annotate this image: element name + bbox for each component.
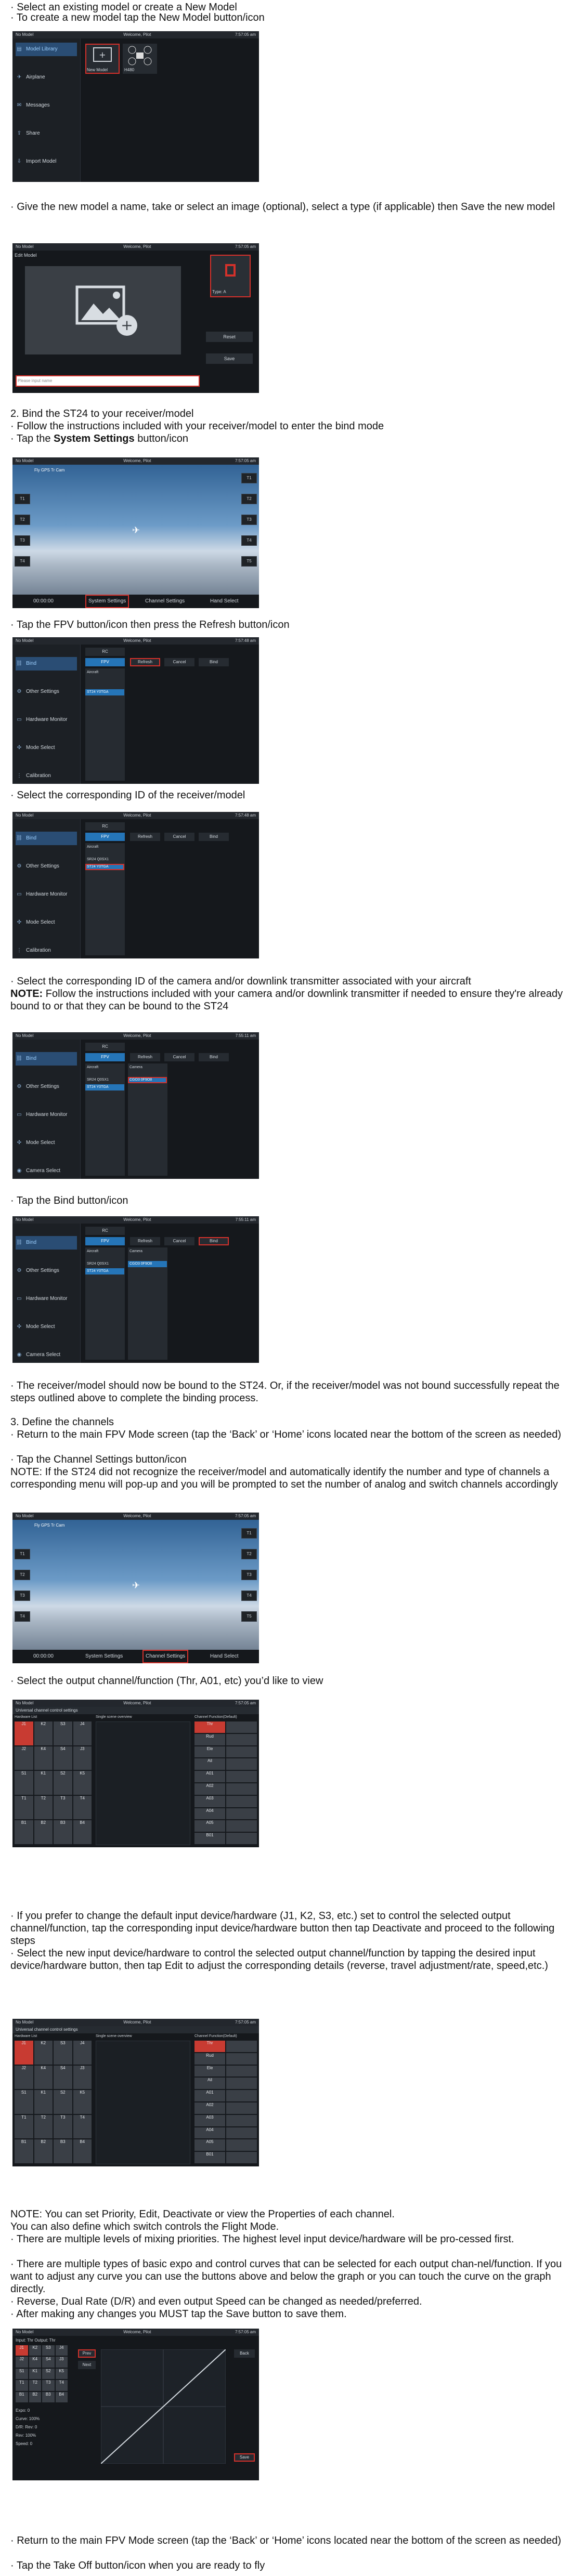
input-grid (16, 2345, 68, 2402)
menu-share[interactable]: ⇪ Share (16, 127, 77, 140)
bind-button[interactable]: Bind (199, 1237, 229, 1245)
menu-mode-select[interactable]: ✣ Mode Select (16, 1320, 77, 1334)
channel-preview (96, 1721, 190, 1845)
step-select-receiver: · Select the corresponding ID of the receiver/model (10, 790, 245, 801)
menu-camera-select[interactable]: ◉ Camera Select (16, 1164, 77, 1178)
input-device-button[interactable]: T3 (54, 2115, 72, 2139)
section-channels-title: 3. Define the channels (10, 1416, 114, 1428)
hand-select-button[interactable]: Hand Select (210, 1653, 239, 1659)
input-device-button[interactable]: K4 (34, 1746, 53, 1770)
trim-button-5[interactable]: T5 (241, 1611, 257, 1622)
left-button-1[interactable]: T1 (15, 1549, 30, 1559)
image-add-icon (25, 266, 181, 354)
menu-hardware-monitor[interactable]: ▭ Hardware Monitor (16, 713, 77, 727)
screenshot-channel-grid: No Model Welcome, Pilot 7:57:05 am Universal channel control settings Hardware List J1 K2 S3 J4 J2 K4 S4 J3 S1 K1 S2 K5 T1 T2 T3 T4 B1 B2 B3 B4 Single scene overview Channel Function(Default) Thr Rud Ele Ail A01 A02 A03 A04 A05 B01 (12, 1700, 259, 1847)
input-device-button[interactable]: J1 (15, 2041, 33, 2065)
monitor-icon: ▭ (17, 1296, 22, 1302)
tab-fpv[interactable]: FPV (85, 1053, 125, 1061)
channel-function (226, 2127, 257, 2139)
screenshot-fpv-system (12, 457, 259, 608)
input-device-button[interactable]: S1 (15, 2090, 33, 2114)
input-device-button[interactable]: K5 (56, 2369, 68, 2379)
menu-model-library[interactable]: ▤ Model Library (16, 43, 77, 56)
channel-button[interactable]: A02 (194, 1783, 225, 1795)
left-button-4[interactable]: T4 (15, 556, 30, 567)
status-bar (12, 31, 259, 38)
input-device-button[interactable]: S2 (42, 2369, 55, 2379)
gear-icon: ⚙ (17, 689, 22, 694)
gear-icon: ⚙ (17, 863, 22, 869)
cancel-button[interactable]: Cancel (164, 658, 194, 666)
screenshot-fpv-channel: No Model Welcome, Pilot 7:57:05 am Fly GPS Tr Cam ✈ T1 T2 T3 T4 T5 T1 T2 T3 T4 00:00:00 System Settings Channel Settings Hand Select (12, 1513, 259, 1663)
step-select-model: · Select an existing model or create a New Model (10, 2, 237, 13)
input-device-button[interactable]: B1 (15, 2139, 33, 2163)
channel-function (226, 2041, 257, 2052)
input-device-button[interactable]: T3 (54, 1796, 72, 1820)
model-name-input[interactable]: Please input name (16, 375, 200, 387)
curve-params: Expo: 0 Curve: 100% D/R: Rev: 0 Rev: 100% Speed: 0 (16, 2408, 40, 2446)
step-curves: · There are multiple types of basic expo and control curves that can be selected for each output chan-nel/function. If you want to adjust any curve you can use the buttons above and below the graph or you can touch the curve on the graph directly. (10, 2258, 562, 2295)
cancel-button[interactable]: Cancel (164, 1237, 194, 1245)
link-icon: ⛓ (16, 1240, 23, 1245)
aircraft-type-icon (210, 255, 251, 286)
model-tile[interactable]: H480 (123, 44, 157, 74)
menu-bind[interactable]: ⛓ Bind (16, 1052, 77, 1066)
status-bar: No Model Welcome, Pilot 7:57:05 am (12, 457, 259, 465)
input-device-button[interactable]: B3 (42, 2392, 55, 2402)
bind-button[interactable]: Bind (199, 1053, 229, 1061)
input-device-button[interactable]: K4 (34, 2066, 53, 2089)
channel-function (226, 2139, 257, 2151)
left-button-1[interactable]: T1 (15, 494, 30, 504)
screenshot-edit-model (12, 243, 259, 393)
refresh-button[interactable]: Refresh (130, 1053, 160, 1061)
input-device-button[interactable]: T3 (42, 2380, 55, 2390)
channel-function (226, 1771, 257, 1782)
channel-button[interactable]: A03 (194, 1796, 225, 1807)
input-device-button[interactable]: B1 (16, 2392, 28, 2402)
system-settings-button[interactable]: System Settings (85, 595, 129, 608)
input-device-button[interactable]: B3 (54, 1820, 72, 1844)
new-model-icon (85, 44, 120, 67)
trim-button-3[interactable]: T3 (241, 515, 257, 525)
trim-button-1[interactable]: T1 (241, 473, 257, 483)
hardware-grid (15, 1721, 92, 1844)
input-device-button[interactable]: J4 (56, 2345, 68, 2356)
note-flight-mode: You can also define which switch controls the Flight Mode. (10, 2221, 279, 2232)
cancel-button[interactable]: Cancel (164, 833, 194, 841)
menu-airplane[interactable]: ✈ Airplane (16, 71, 77, 84)
receiver-id[interactable]: ST24 Y0TGA (85, 864, 124, 870)
reset-button[interactable]: Reset (206, 332, 253, 342)
camera-icon: ◉ (17, 1352, 22, 1358)
channel-button[interactable]: Ail (194, 1758, 225, 1770)
input-device-button[interactable]: B1 (15, 1820, 33, 1844)
input-device-button[interactable]: S4 (54, 1746, 72, 1770)
channel-button[interactable]: Thr (194, 2041, 225, 2052)
link-icon: ⛓ (16, 661, 23, 666)
input-device-button[interactable]: T4 (73, 1796, 92, 1820)
menu-mode-select[interactable]: ✣ Mode Select (16, 1136, 77, 1150)
input-device-button[interactable]: S3 (42, 2345, 55, 2356)
input-device-button[interactable]: B4 (73, 1820, 92, 1844)
menu-bind[interactable]: ⛓ Bind (16, 832, 77, 845)
channel-settings-button[interactable]: Channel Settings (142, 1650, 188, 1663)
channel-function (226, 1808, 257, 1820)
channel-function (226, 1746, 257, 1758)
flight-timer: 00:00:00 (33, 1653, 54, 1659)
input-device-button[interactable]: J4 (73, 1721, 92, 1745)
model-menu (12, 38, 81, 182)
channel-function (226, 1833, 257, 1844)
refresh-button[interactable]: Refresh (130, 833, 160, 841)
input-device-button[interactable]: B2 (34, 1820, 53, 1844)
status-welcome: Welcome, Pilot (123, 32, 151, 37)
channel-preview (96, 2041, 190, 2164)
channel-button[interactable]: Thr (194, 1721, 225, 1733)
screenshot-tap-bind: No Model Welcome, Pilot 7:55:11 am ⛓ Bind ⚙ Other Settings ▭ Hardware Monitor ✣ Mode Select ◉ Camera Select RC FPV Refresh Cancel Bind Aircraft SR24 Q0SX1 ST24 Y0TGA Camera CGO3 0F9O8 (12, 1216, 259, 1363)
menu-mode-select[interactable]: ✣ Mode Select (16, 916, 77, 929)
system-settings-button[interactable]: System Settings (85, 1653, 123, 1659)
channel-function (226, 1783, 257, 1795)
share-icon: ⇪ (17, 130, 22, 136)
channel-function (226, 1820, 257, 1832)
menu-bind[interactable]: ⛓ Bind (16, 1236, 77, 1250)
mode-icon: ✣ (17, 919, 22, 925)
step-return-main: · Return to the main FPV Mode screen (tap the ‘Back’ or ‘Home’ icons located near the bottom of the screen as needed) (10, 2535, 562, 2546)
status-time: 7:57:05 am (235, 32, 256, 37)
channel-function (226, 2053, 257, 2065)
channel-function (226, 1758, 257, 1770)
input-device-button[interactable]: B2 (29, 2392, 42, 2402)
channel-button[interactable]: A04 (194, 1808, 225, 1820)
channel-function (226, 2066, 257, 2077)
input-device-button[interactable]: T1 (15, 1796, 33, 1820)
channel-button[interactable]: A02 (194, 2102, 225, 2114)
refresh-button[interactable]: Refresh (130, 1237, 160, 1245)
calibration-icon: ⋮ (17, 773, 22, 779)
step-tap-bind: · Tap the Bind button/icon (10, 1195, 128, 1206)
left-button-4[interactable]: T4 (15, 1611, 30, 1622)
menu-other-settings[interactable]: ⚙ Other Settings (16, 685, 77, 699)
input-device-button[interactable]: S4 (42, 2357, 55, 2367)
menu-messages[interactable]: ✉ Messages (16, 99, 77, 112)
channel-button[interactable]: A05 (194, 2139, 225, 2151)
channel-button[interactable]: A03 (194, 2115, 225, 2126)
camera-icon: ◉ (17, 1168, 22, 1174)
channel-button[interactable]: Ail (194, 2078, 225, 2089)
aircraft-list: Aircraft ST24 Y0TGA (85, 668, 125, 781)
input-device-button[interactable]: J3 (73, 2066, 92, 2089)
gear-icon: ⚙ (17, 1268, 22, 1273)
menu-hardware-monitor[interactable]: ▭ Hardware Monitor (16, 888, 77, 901)
curve-header: Input: Thr Output: Thr (16, 2338, 56, 2343)
new-model-button[interactable]: + New Model (85, 44, 120, 74)
step-edit-input: · Select the new input device/hardware to control the selected output channel/function by tapping the desired input device/hardware button, then tap Edit to adjust the corresponding details (reverse, travel adjustment/rate, speed,etc.) (10, 1948, 548, 1972)
note-priority: NOTE: You can set Priority, Edit, Deactivate or view the Properties of each channel. (10, 2209, 395, 2220)
tab-fpv[interactable]: FPV (85, 833, 125, 841)
hand-select-button[interactable]: Hand Select (210, 598, 239, 604)
channel-function (226, 1721, 257, 1733)
tab-fpv[interactable]: FPV (85, 1237, 125, 1245)
trim-button-4[interactable]: T4 (241, 535, 257, 546)
bind-button[interactable]: Bind (199, 833, 229, 841)
input-device-button[interactable]: K1 (34, 1771, 53, 1795)
input-device-button[interactable]: T1 (15, 2115, 33, 2139)
menu-other-settings[interactable]: ⚙ Other Settings (16, 1080, 77, 1094)
step-select-camera: · Select the corresponding ID of the camera and/or downlink transmitter associated with your aircraft (10, 976, 471, 987)
input-device-button[interactable]: S3 (54, 1721, 72, 1745)
screenshot-channel-edit: No Model Welcome, Pilot 7:57:05 am Universal channel control settings Hardware List J1 K2 S3 J4 J2 K4 S4 J3 S1 K1 S2 K5 T1 T2 T3 T4 B1 B2 B3 B4 Single scene overview Channel Function(Default) Thr Rud Ele Ail A01 A02 A03 A04 A05 B01 (12, 2019, 259, 2166)
screenshot-curve-editor: No Model Welcome, Pilot 7:57:05 am Input: Thr Output: Thr J1 K2 S3 J4 J2 K4 S4 J3 S1 K1 S2 K5 T1 T2 T3 T4 B1 B2 B3 B4 Expo: 0 Curve: 100% D/R: Rev: 0 Rev: 100% Speed: 0 Prev Next Back Save (12, 2329, 259, 2480)
step-fpv-refresh: · Tap the FPV button/icon then press the Refresh button/icon (10, 619, 290, 630)
link-icon: ⛓ (16, 835, 23, 841)
menu-calibration[interactable]: ⋮ Calibration (16, 944, 77, 957)
step-mixing-priority: · There are multiple levels of mixing priorities. The highest level input device/hardware will be pro-cessed first. (10, 2233, 514, 2245)
type-selector[interactable]: Type: A (210, 255, 251, 297)
prev-button[interactable]: Prev (78, 2349, 96, 2358)
tab-rc[interactable]: RC (85, 648, 125, 656)
channel-list (194, 2041, 257, 2163)
input-device-button[interactable]: K2 (29, 2345, 42, 2356)
screenshot-select-camera: No Model Welcome, Pilot 7:55:11 am ⛓ Bind ⚙ Other Settings ▭ Hardware Monitor ✣ Mode Select ◉ Camera Select RC FPV Refresh Cancel Bind Aircraft SR24 Q0SX1 ST24 Y0TGA Camera CGO3 0F9O8 (12, 1032, 259, 1179)
menu-hardware-monitor[interactable]: ▭ Hardware Monitor (16, 1292, 77, 1306)
hardware-grid (15, 2041, 92, 2163)
save-button[interactable]: Save (206, 353, 253, 364)
input-device-button[interactable]: T1 (16, 2380, 28, 2390)
input-device-button[interactable]: J3 (56, 2357, 68, 2367)
section-bind-title: 2. Bind the ST24 to your receiver/model (10, 408, 194, 419)
channel-function (226, 2102, 257, 2114)
input-device-button[interactable]: J2 (15, 1746, 33, 1770)
note-channels: NOTE: If the ST24 did not recognize the receiver/model and automatically identify the number and type of channels a corresponding menu will pop-up and you will be prompted to set the number of analog and switch channels accordingly (10, 1466, 558, 1490)
left-button-2[interactable]: T2 (15, 1570, 30, 1580)
input-device-button[interactable]: J1 (15, 1721, 33, 1745)
status-model: No Model (16, 32, 34, 37)
menu-calibration[interactable]: ⋮ Calibration (16, 769, 77, 783)
channel-button[interactable]: Rud (194, 2053, 225, 2065)
step-reverse-dr: · Reverse, Dual Rate (D/R) and even output Speed can be changed as needed/preferred. (10, 2296, 422, 2307)
step-take-off: · Tap the Take Off button/icon when you are ready to fly (10, 2560, 265, 2571)
input-device-button[interactable]: J2 (15, 2066, 33, 2089)
step-save-changes: · After making any changes you MUST tap the Save button to save them. (10, 2308, 347, 2320)
mode-icon: ✣ (17, 1324, 22, 1330)
input-device-button[interactable]: S1 (16, 2369, 28, 2379)
step-new-model: · To create a new model tap the New Model button/icon (10, 12, 265, 23)
library-icon: ▤ (17, 46, 22, 52)
input-device-button[interactable]: K1 (29, 2369, 42, 2379)
menu-camera-select[interactable]: ◉ Camera Select (16, 1348, 77, 1362)
input-device-button[interactable]: B2 (34, 2139, 53, 2163)
tab-rc[interactable]: RC (85, 822, 125, 831)
input-device-button[interactable]: S2 (54, 1771, 72, 1795)
input-device-button[interactable]: T2 (29, 2380, 42, 2390)
input-device-button[interactable]: K2 (34, 2041, 53, 2065)
mode-icon: ✣ (17, 745, 22, 751)
menu-other-settings[interactable]: ⚙ Other Settings (16, 1264, 77, 1278)
input-device-button[interactable]: B3 (54, 2139, 72, 2163)
input-device-button[interactable]: T2 (34, 1796, 53, 1820)
curve-graph[interactable] (101, 2349, 226, 2464)
step-select-output: · Select the output channel/function (Thr, A01, etc) you’d like to view (10, 1675, 323, 1687)
calibration-icon: ⋮ (17, 948, 22, 953)
refresh-button[interactable]: Refresh (130, 658, 160, 666)
input-device-button[interactable]: B4 (56, 2392, 68, 2402)
tab-rc[interactable]: RC (85, 1227, 125, 1235)
fpv-bottom-bar (12, 595, 259, 608)
channel-list (194, 1721, 257, 1844)
monitor-icon: ▭ (17, 717, 22, 722)
telemetry-flags: Fly GPS Tr Cam (34, 468, 65, 472)
channel-title: Universal channel control settings (12, 1707, 259, 1714)
aircraft-id[interactable]: ST24 Y0TGA (85, 689, 124, 695)
bind-button[interactable]: Bind (199, 658, 229, 666)
input-device-button[interactable]: B4 (73, 2139, 92, 2163)
screenshot-bind-refresh: No Model Welcome, Pilot 7:57:48 am ⛓ Bind ⚙ Other Settings ▭ Hardware Monitor ✣ Mode Select ⋮ Calibration RC FPV Refresh Cancel Bind Aircraft ST24 Y0TGA (12, 637, 259, 784)
menu-bind[interactable]: ⛓ Bind (16, 657, 77, 671)
step-enter-bind: · Follow the instructions included with your receiver/model to enter the bind mode (10, 420, 384, 432)
svg-text:+: + (121, 317, 133, 334)
trim-button-2[interactable]: T2 (241, 494, 257, 504)
channel-button[interactable]: B01 (194, 1833, 225, 1844)
cancel-button[interactable]: Cancel (164, 1053, 194, 1061)
input-device-button[interactable]: J3 (73, 1746, 92, 1770)
screenshot-select-receiver: No Model Welcome, Pilot 7:57:48 am ⛓ Bind ⚙ Other Settings ▭ Hardware Monitor ✣ Mode Select ⋮ Calibration RC FPV Refresh Cancel Bind Aircraft SR24 Q0SX1 ST24 Y0TGA (12, 812, 259, 958)
step-name-model: · Give the new model a name, take or select an image (optional), select a type (if applicable) then Save the new model (10, 201, 555, 213)
input-device-button[interactable]: K1 (34, 2090, 53, 2114)
input-device-button[interactable]: J4 (73, 2041, 92, 2065)
channel-button[interactable]: Ele (194, 1746, 225, 1758)
import-icon: ⇩ (17, 159, 22, 164)
edit-model-title: Edit Model (15, 253, 37, 258)
left-button-2[interactable]: T2 (15, 515, 30, 525)
monitor-icon: ▭ (17, 891, 22, 897)
trim-button-5[interactable]: T5 (241, 556, 257, 567)
input-device-button[interactable]: T2 (34, 2115, 53, 2139)
status-bar: No Model Welcome, Pilot 7:57:05 am (12, 243, 259, 251)
input-device-button[interactable]: K5 (73, 1771, 92, 1795)
crosshair-icon: ✈ (132, 525, 140, 535)
telemetry-flags: Fly GPS Tr Cam (34, 1523, 65, 1528)
channel-button[interactable]: A05 (194, 1820, 225, 1832)
channel-function (226, 2078, 257, 2089)
image-picker[interactable] (25, 266, 181, 354)
left-button-3[interactable]: T3 (15, 1591, 30, 1601)
input-device-button[interactable]: K4 (29, 2357, 42, 2367)
svg-text:+: + (99, 50, 106, 60)
flight-timer: 00:00:00 (33, 598, 54, 604)
channel-settings-button[interactable]: Channel Settings (145, 598, 185, 604)
channel-button[interactable]: Rud (194, 1734, 225, 1745)
menu-mode-select[interactable]: ✣ Mode Select (16, 741, 77, 755)
mode-icon: ✣ (17, 1140, 22, 1146)
input-device-button[interactable]: J1 (16, 2345, 28, 2356)
input-device-button[interactable]: S1 (15, 1771, 33, 1795)
input-device-button[interactable]: J2 (16, 2357, 28, 2367)
note-camera: NOTE: Follow the instructions included with your camera and/or downlink transmitter if needed to ensure they're already bound to or that they can be bound to the ST24 (10, 988, 563, 1012)
channel-button[interactable]: A04 (194, 2127, 225, 2139)
trim-button-2[interactable]: T2 (241, 1549, 257, 1559)
tab-fpv[interactable]: FPV (85, 658, 125, 666)
menu-import[interactable]: ⇩ Import Model (16, 155, 77, 168)
save-curve-button[interactable]: Save (234, 2453, 255, 2462)
step-channel-settings: · Tap the Channel Settings button/icon (10, 1454, 187, 1465)
camera-id[interactable]: CGO3 0F9O8 (128, 1077, 167, 1083)
channel-function (226, 1734, 257, 1745)
channel-function (226, 2090, 257, 2101)
input-device-button[interactable]: K2 (34, 1721, 53, 1745)
airplane-icon: ✈ (17, 74, 22, 80)
channel-button[interactable]: B01 (194, 2152, 225, 2163)
input-device-button[interactable]: S3 (54, 2041, 72, 2065)
back-button[interactable]: Back (234, 2349, 255, 2358)
menu-hardware-monitor[interactable]: ▭ Hardware Monitor (16, 1108, 77, 1122)
channel-function (226, 1796, 257, 1807)
tab-rc[interactable]: RC (85, 1043, 125, 1051)
crosshair-icon: ✈ (132, 1580, 140, 1591)
input-device-button[interactable]: S2 (54, 2090, 72, 2114)
trim-button-1[interactable]: T1 (241, 1528, 257, 1539)
step-return-fpv: · Return to the main FPV Mode screen (tap the ‘Back’ or ‘Home’ icons located near the bottom of the screen as needed) (10, 1429, 562, 1440)
trim-button-3[interactable]: T3 (241, 1570, 257, 1580)
channel-function (226, 2115, 257, 2126)
step-deactivate: · If you prefer to change the default input device/hardware (J1, K2, S3, etc.) set to control the selected output channel/function, tap the corresponding input device/hardware button then tap Deactivate and proceed to the following steps (10, 1910, 555, 1947)
screenshot-model-library (12, 31, 259, 182)
step-system-settings: · Tap the System Settings button/icon (10, 433, 189, 444)
input-device-button[interactable]: T4 (73, 2115, 92, 2139)
input-device-button[interactable]: K5 (73, 2090, 92, 2114)
left-button-3[interactable]: T3 (15, 535, 30, 546)
next-button[interactable]: Next (78, 2361, 96, 2369)
menu-other-settings[interactable]: ⚙ Other Settings (16, 860, 77, 873)
channel-button[interactable]: A01 (194, 2090, 225, 2101)
step-bind-result: · The receiver/model should now be bound to the ST24. Or, if the receiver/model was not bound successfully repeat the steps outlined above to complete the binding process. (10, 1380, 560, 1404)
gear-icon: ⚙ (17, 1084, 22, 1089)
input-device-button[interactable]: S4 (54, 2066, 72, 2089)
settings-menu (12, 645, 81, 784)
trim-button-4[interactable]: T4 (241, 1591, 257, 1601)
channel-button[interactable]: A01 (194, 1771, 225, 1782)
mail-icon: ✉ (17, 102, 22, 108)
input-device-button[interactable]: T4 (56, 2380, 68, 2390)
channel-button[interactable]: Ele (194, 2066, 225, 2077)
drone-icon (123, 44, 157, 67)
monitor-icon: ▭ (17, 1112, 22, 1118)
channel-function (226, 2152, 257, 2163)
link-icon: ⛓ (16, 1056, 23, 1061)
